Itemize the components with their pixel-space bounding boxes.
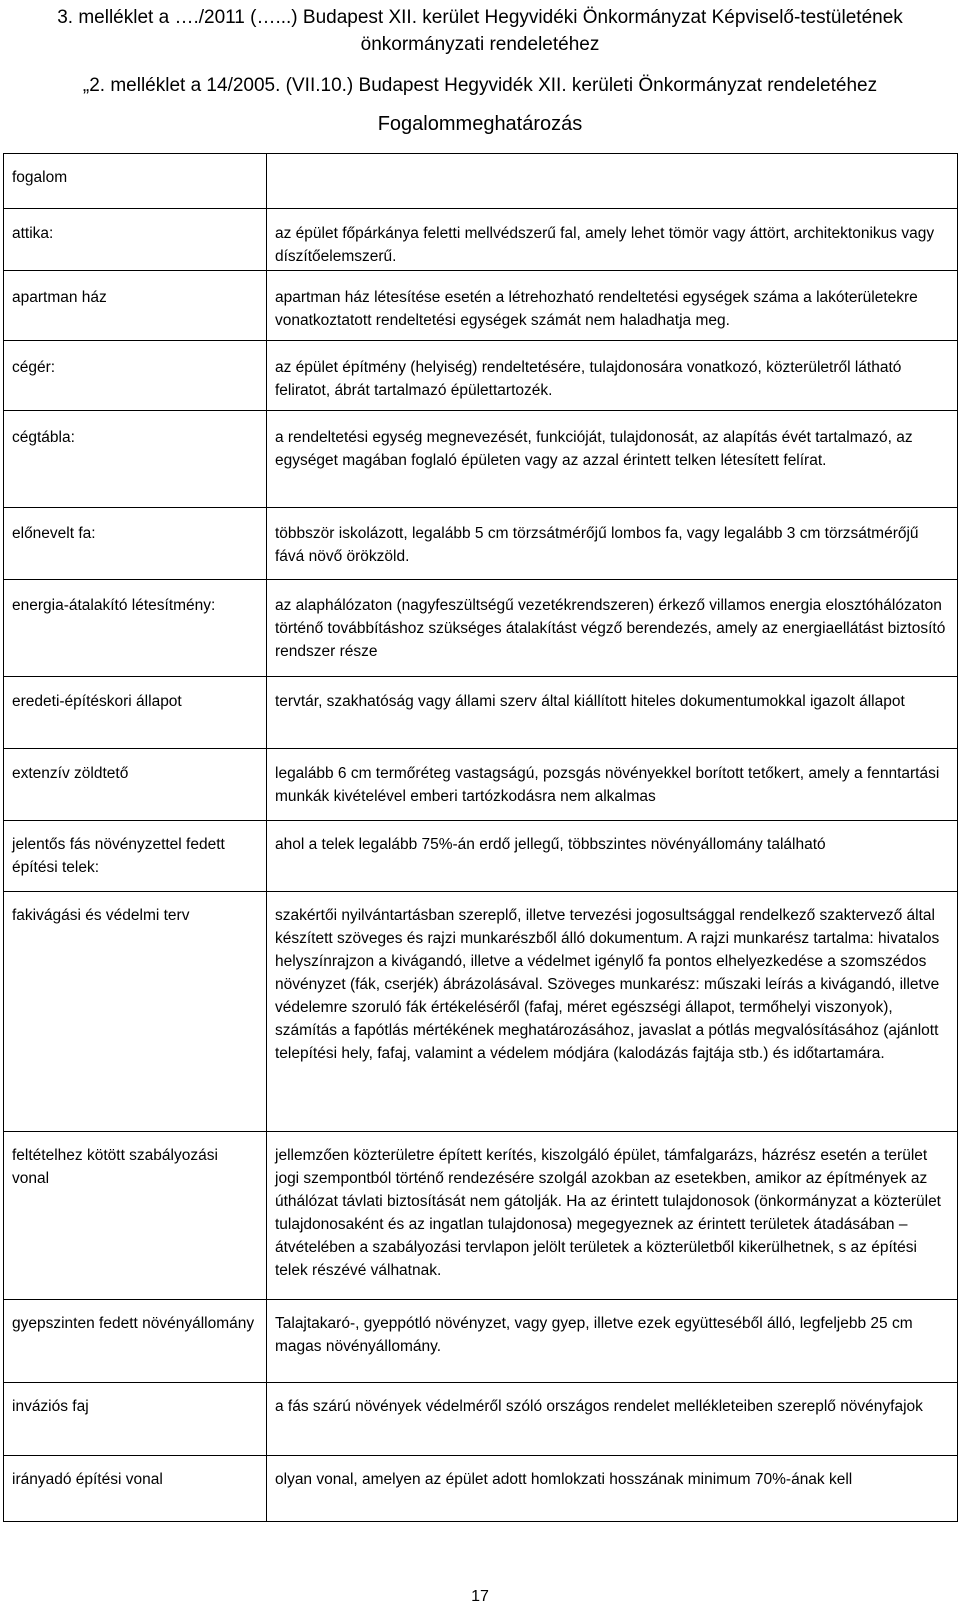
annex-subheading: „2. melléklet a 14/2005. (VII.10.) Budapest Hegyvidék XII. kerületi Önkormányzat rendeletéhez bbox=[82, 75, 878, 96]
table-row bbox=[4, 271, 958, 341]
term-cell: eredeti-építéskori állapot bbox=[4, 677, 267, 749]
table-header-row bbox=[4, 154, 958, 209]
term-cell: gyepszinten fedett növényállomány bbox=[4, 1300, 267, 1383]
definition-cell: jellemzően közterületre épített kerítés, kiszolgáló épület, támfalgarázs, házrész esetén a terület jogi szempontból történő rendezésére szolgál azokban az esetekben, amikor az építmények az úthálózat távlati biztosítását nem gátolják. Ha az érintett tulajdonosok (önkormányzat a közterület tulajdonosaként és az ingatlan tulajdonosa) megegyeznek az érintett területek átadásában – átvételében a szabályozási tervlapon jelölt területek a közterületből kikerülhetnek, s az építési telek részévé válhatnak. bbox=[267, 1132, 958, 1300]
term-cell: inváziós faj bbox=[4, 1383, 267, 1456]
definition-cell: Talajtakaró-, gyeppótló növényzet, vagy gyep, illetve ezek együtteséből álló, legfeljebb 25 cm magas növényállomány. bbox=[267, 1300, 958, 1383]
definitions-table bbox=[3, 153, 958, 1522]
definition-cell: tervtár, szakhatóság vagy állami szerv által kiállított hiteles dokumentumokkal igazolt állapot bbox=[267, 677, 958, 749]
definition-cell: az épület főpárkánya feletti mellvédszerű fal, amely lehet tömör vagy áttört, architektonikus vagy díszítőelemszerű. bbox=[267, 209, 958, 271]
definition-cell: ahol a telek legalább 75%-án erdő jellegű, többszintes növényállomány található bbox=[267, 821, 958, 892]
table-row bbox=[4, 209, 958, 271]
table-row bbox=[4, 892, 958, 1132]
annex-heading: 3. melléklet a …./2011 (…...) Budapest XII. kerület Hegyvidéki Önkormányzat Képviselő-testületének bbox=[57, 7, 903, 28]
definition-cell: a rendeltetési egység megnevezését, funkcióját, tulajdonosát, az alapítás évét tartalmazó, az egységet magában foglaló épületen vagy az azzal érintett telken létesített felírat. bbox=[267, 411, 958, 508]
term-cell: attika: bbox=[4, 209, 267, 271]
definition-cell: többször iskolázott, legalább 5 cm törzsátmérőjű lombos fa, vagy legalább 3 cm törzsátmérőjű fává növő örökzöld. bbox=[267, 508, 958, 580]
definition-cell: olyan vonal, amelyen az épület adott homlokzati hosszának minimum 70%-ának kell bbox=[267, 1456, 958, 1522]
term-cell: jelentős fás növényzettel fedett építési telek: bbox=[4, 821, 267, 892]
term-cell: extenzív zöldtető bbox=[4, 749, 267, 821]
definition-cell: legalább 6 cm termőréteg vastagságú, pozsgás növényekkel borított tetőkert, amely a fenntartási munkák kivételével emberi tartózkodásra nem alkalmas bbox=[267, 749, 958, 821]
term-cell: apartman ház bbox=[4, 271, 267, 341]
definition-cell: apartman ház létesítése esetén a létrehozható rendeltetési egységek száma a lakóterületekre vonatkoztatott rendeltetési egységek számát nem haladhatja meg. bbox=[267, 271, 958, 341]
table-row bbox=[4, 1300, 958, 1383]
definition-cell: az épület építmény (helyiség) rendeltetésére, tulajdonosára vonatkozó, közterületről látható feliratot, ábrát tartalmazó épülettartozék. bbox=[267, 341, 958, 411]
table-row bbox=[4, 1132, 958, 1300]
definition-cell: a fás szárú növények védelméről szóló országos rendelet mellékleteiben szereplő növényfajok bbox=[267, 1383, 958, 1456]
page-number: 17 bbox=[471, 1588, 489, 1605]
table-row bbox=[4, 341, 958, 411]
table-row bbox=[4, 411, 958, 508]
table-row bbox=[4, 1383, 958, 1456]
term-cell: előnevelt fa: bbox=[4, 508, 267, 580]
document-title: Fogalommeghatározás bbox=[377, 113, 583, 135]
term-cell: irányadó építési vonal bbox=[4, 1456, 267, 1522]
annex-heading-continued: önkormányzati rendeletéhez bbox=[360, 34, 600, 55]
column-header-definition bbox=[267, 154, 958, 209]
table-row bbox=[4, 1456, 958, 1522]
table-row bbox=[4, 580, 958, 677]
table-row bbox=[4, 749, 958, 821]
table-row bbox=[4, 508, 958, 580]
definition-cell: az alaphálózaton (nagyfeszültségű vezetékrendszeren) érkező villamos energia elosztóhálózaton történő továbbításhoz szükséges átalakítást végző berendezés, amely az energiaellátást biztosító rendszer része bbox=[267, 580, 958, 677]
term-cell: energia-átalakító létesítmény: bbox=[4, 580, 267, 677]
term-cell: fakivágási és védelmi terv bbox=[4, 892, 267, 1132]
term-cell: cégtábla: bbox=[4, 411, 267, 508]
term-cell: feltételhez kötött szabályozási vonal bbox=[4, 1132, 267, 1300]
column-header-term: fogalom bbox=[4, 154, 267, 209]
table-row bbox=[4, 677, 958, 749]
table-row bbox=[4, 821, 958, 892]
definition-cell: szakértői nyilvántartásban szereplő, illetve tervezési jogosultsággal rendelkező szaktervező által készített szöveges és rajzi munkarészből álló dokumentum. A rajzi munkarész tartalma: hivatalos helyszínrajzon a kivágandó, illetve a védelmet igénylő fa pontos elhelyezkedése a szomszédos növényzet (fák, cserjék) ábrázolásával. Szöveges munkarész: műszaki leírás a kivágandó, illetve védelemre szoruló fák értékeléséről (fafaj, méret egészségi állapot, termőhelyi viszonyok), számítás a fapótlás mértékének meghatározásához, javaslat a pótlás megvalósításához (ajánlott telepítési hely, fafaj, valamint a védelem módjára (kalodázás fajtája stb.) és időtartamára. bbox=[267, 892, 958, 1132]
term-cell: cégér: bbox=[4, 341, 267, 411]
